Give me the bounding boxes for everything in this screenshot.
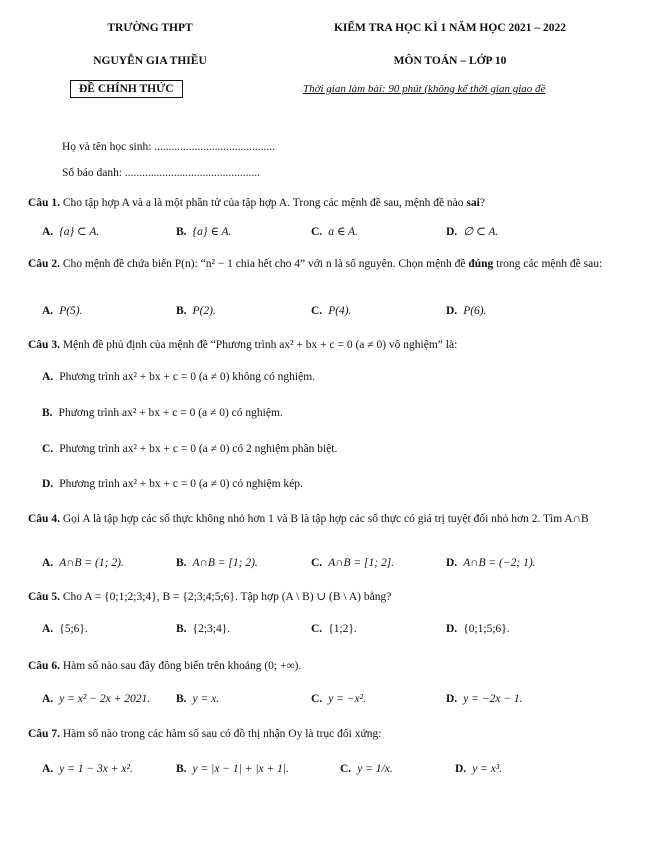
q1-option-b[interactable]: B. {a} ∈ A. [176, 226, 232, 238]
q2-option-d[interactable]: D. P(6). [446, 305, 487, 317]
q7-option-d[interactable]: D. y = x³. [455, 763, 503, 775]
q7-option-a[interactable]: A. y = 1 − 3x + x². [42, 763, 133, 775]
question-7: Câu 7. Hàm số nào trong các hàm số sau có đồ thị nhận Oy là trục đối xứng: [28, 728, 382, 740]
q3-option-b[interactable]: B. Phương trình ax² + bx + c = 0 (a ≠ 0) có nghiệm. [42, 407, 283, 419]
q1-option-d[interactable]: D. ∅ ⊂ A. [446, 226, 499, 238]
q6-option-c[interactable]: C. y = −x². [311, 693, 366, 705]
official-badge: ĐỀ CHÍNH THỨC [70, 80, 183, 98]
q5-option-a[interactable]: A. {5;6}. [42, 623, 88, 635]
q7-option-b[interactable]: B. y = |x − 1| + |x + 1|. [176, 763, 289, 775]
q2-option-a[interactable]: A. P(5). [42, 305, 83, 317]
q3-option-d[interactable]: D. Phương trình ax² + bx + c = 0 (a ≠ 0) có nghiệm kép. [42, 478, 303, 490]
q3-option-c[interactable]: C. Phương trình ax² + bx + c = 0 (a ≠ 0) có 2 nghiệm phân biệt. [42, 443, 338, 455]
q3-option-a[interactable]: A. Phương trình ax² + bx + c = 0 (a ≠ 0) không có nghiệm. [42, 371, 316, 383]
q6-option-d[interactable]: D. y = −2x − 1. [446, 693, 523, 705]
q4-option-d[interactable]: D. A∩B = (−2; 1). [446, 557, 536, 569]
q7-option-c[interactable]: C. y = 1/x. [340, 763, 393, 775]
question-2: Câu 2. Cho mệnh đề chứa biến P(n): “n² − 1 chia hết cho 4” với n là số nguyên. Chọn mệnh đề đúng trong các mệnh đề sau: [28, 258, 603, 270]
school-line-2: NGUYỄN GIA THIỀU [93, 55, 207, 67]
q4-option-b[interactable]: B. A∩B = [1; 2). [176, 557, 258, 569]
q4-option-a[interactable]: A. A∩B = (1; 2). [42, 557, 124, 569]
q2-option-c[interactable]: C. P(4). [311, 305, 352, 317]
question-4: Câu 4. Gọi A là tập hợp các số thực không nhỏ hơn 1 và B là tập hợp các số thực có giá trị tuyệt đối nhỏ hơn 2. Tìm A∩B [28, 513, 589, 525]
q6-option-a[interactable]: A. y = x² − 2x + 2021. [42, 693, 151, 705]
question-3: Câu 3. Mệnh đề phủ định của mệnh đề “Phương trình ax² + bx + c = 0 (a ≠ 0) vô nghiệm” là: [28, 339, 458, 351]
school-line-1: TRƯỜNG THPT [107, 22, 193, 34]
q5-option-b[interactable]: B. {2;3;4}. [176, 623, 231, 635]
time-note: Thời gian làm bài: 90 phút (không kể thời gian giao đề [303, 83, 546, 95]
student-id-label: Số báo danh: ............................................... [62, 167, 261, 179]
q1-option-c[interactable]: C. a ∈ A. [311, 226, 358, 238]
q4-option-c[interactable]: C. A∩B = [1; 2]. [311, 557, 395, 569]
student-name-label: Họ và tên học sinh: .......................................... [62, 141, 276, 153]
question-6: Câu 6. Hàm số nào sau đây đồng biến trên khoảng (0; +∞). [28, 660, 302, 672]
subject: MÔN TOÁN – LỚP 10 [393, 55, 507, 67]
exam-title: KIỂM TRA HỌC KÌ 1 NĂM HỌC 2021 – 2022 [333, 22, 567, 34]
q2-option-b[interactable]: B. P(2). [176, 305, 216, 317]
q1-option-a[interactable]: A. {a} ⊂ A. [42, 226, 100, 238]
question-5: Câu 5. Cho A = {0;1;2;3;4}, B = {2;3;4;5;6}. Tập hợp (A \ B) ∪ (B \ A) bằng? [28, 591, 392, 603]
q5-option-c[interactable]: C. {1;2}. [311, 623, 357, 635]
question-1: Câu 1. Cho tập hợp A và a là một phần tử của tập hợp A. Trong các mệnh đề sau, mệnh đề nào sai? [28, 197, 485, 209]
q6-option-b[interactable]: B. y = x. [176, 693, 220, 705]
q5-option-d[interactable]: D. {0;1;5;6}. [446, 623, 510, 635]
